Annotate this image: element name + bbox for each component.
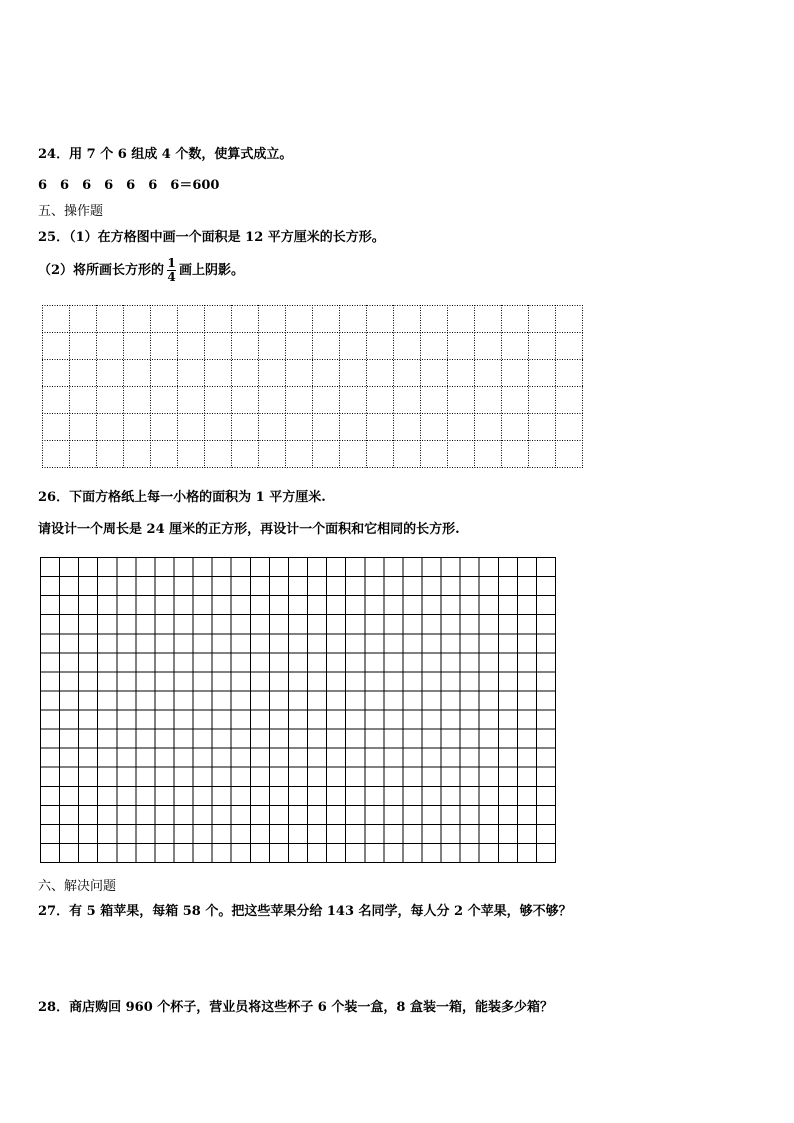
question-25-part-1: 25．（1）在方格图中画一个面积是 12 平方厘米的长方形。 xyxy=(38,230,385,245)
fraction xyxy=(167,257,176,284)
section-5-heading: 五、操作题 xyxy=(38,204,104,219)
question-24: 24．用 7 个 6 组成 4 个数，使算式成立。 xyxy=(38,147,293,162)
grid-26 xyxy=(40,557,556,863)
question-26-line-2: 请设计一个周长是 24 厘米的正方形，再设计一个面积和它相同的长方形. xyxy=(38,522,460,537)
question-26-line-1: 26．下面方格纸上每一小格的面积为 1 平方厘米. xyxy=(38,490,326,505)
question-24-equation: 6 6 6 6 6 6 6＝600 xyxy=(38,178,220,193)
question-28: 28．商店购回 960 个杯子，营业员将这些杯子 6 个装一盒，8 盒装一箱，能装多少箱？ xyxy=(38,1000,553,1015)
fraction-numerator: 1 xyxy=(167,256,176,270)
question-27: 27．有 5 箱苹果，每箱 58 个。把这些苹果分给 143 名同学，每人分 2 个苹果，够不够？ xyxy=(38,904,572,919)
section-6-heading: 六、解决问题 xyxy=(38,879,117,894)
question-25-part-2 xyxy=(38,257,244,284)
question-25-part-2-before: （2）将所画长方形的 xyxy=(38,263,165,278)
question-25-part-2-after: 画上阴影。 xyxy=(179,263,245,278)
grid-25 xyxy=(42,305,583,468)
fraction-denominator: 4 xyxy=(167,270,176,284)
